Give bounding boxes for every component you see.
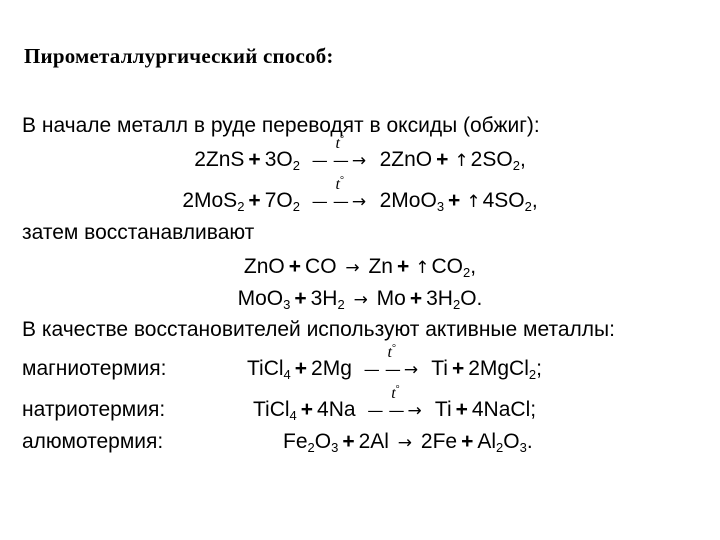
heat-arrow-icon: t° — — →: [363, 343, 419, 380]
reducers-text: В качестве восстановителей используют активные металлы:: [22, 318, 615, 341]
arrow-icon: →: [397, 433, 413, 453]
gas-up-icon: ↑: [415, 258, 430, 278]
gas-up-icon: ↑: [466, 192, 481, 212]
equation-mos2-roasting: $2MoS_2 + 7O_2$ t° — — → $2MoO_3 + ↑4SO_2$,: [182, 175, 538, 214]
equation-magnesiothermy: TiCl$_4$ + 2Mg t° — — → Ti + 2MgCl$_2$;: [247, 343, 542, 382]
then-text: затем восстанавливают: [22, 221, 255, 244]
heat-arrow-icon: t° — — →: [367, 384, 422, 421]
intro-text: В начале металл в руде переводят в оксиды (обжиг):: [22, 114, 540, 137]
gas-up-icon: ↑: [454, 151, 469, 171]
equation-aluminothermy: $Fe_2O_3 + 2Al \to 2Fe + Al_2O_3$.: [283, 430, 533, 455]
equation-moo3-reduction: $MoO_3 + 3H_2 \to Mo + 3H_2O$.: [237, 287, 483, 312]
heat-arrow-icon: t° — — →: [311, 175, 367, 212]
equation-zns-roasting: $2ZnS + 3O_2$ t° — — → $2ZnO + ↑2SO_2$,: [194, 134, 526, 173]
natriothermy-label: натриотермия:: [22, 398, 166, 421]
section-title: Пирометаллургический способ:: [24, 44, 334, 68]
arrow-icon: →: [345, 258, 360, 278]
arrow-icon: →: [353, 290, 368, 310]
magnesiothermy-label: магниотермия:: [22, 357, 167, 380]
equation-natriothermy: TiCl$_4$ + 4Na t° — — → Ti + 4NaCl;: [253, 384, 537, 423]
aluminothermy-label: алюмотермия:: [22, 430, 164, 453]
equation-zno-reduction: ZnO + CO → $Zn + ↑CO_2$,: [243, 255, 477, 280]
heat-arrow-icon: t° — — →: [311, 134, 367, 171]
